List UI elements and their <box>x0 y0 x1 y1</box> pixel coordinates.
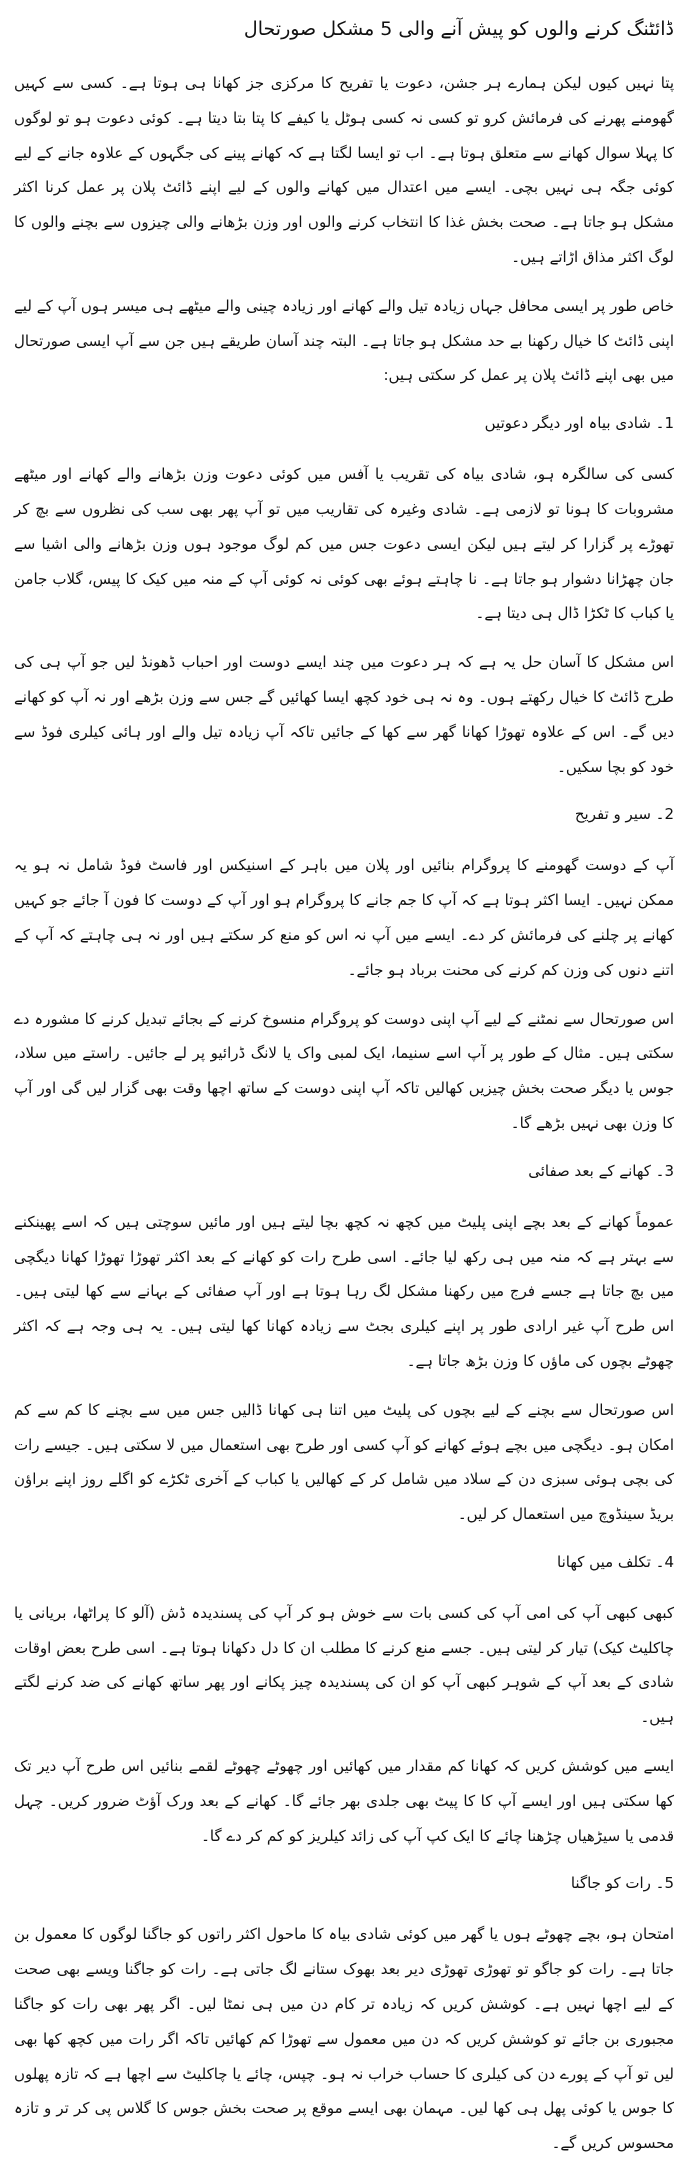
section-heading-late-nights: 5۔ رات کو جاگنا <box>570 1874 674 1893</box>
section-paragraph: ایسے میں کوشش کریں کہ کھانا کم مقدار میں کھائیں اور چھوٹے چھوٹے لقمے بنائیں اس طرح آپ دیر تک کھا سکتی ہیں اور ایسے آپ کا کا پیٹ بھی جلدی بھر جائے گا۔ کھانے کے بعد ورک آؤٹ ضرور کریں۔ چہل قدمی یا سیڑھیاں چڑھنا چائے کا ایک کپ آپ کی زائد کیلریز کو کم کر دے گا۔ <box>14 1757 674 1845</box>
section-heading-cleanup: 3۔ کھانے کے بعد صفائی <box>528 1161 674 1180</box>
section-paragraph: اس مشکل کا آسان حل یہ ہے کہ ہر دعوت میں چند ایسے دوست اور احباب ڈھونڈ لیں جو آپ ہی کی طرح ڈائٹ کا خیال رکھتے ہوں۔ وہ نہ ہی خود کچھ ایسا کھائیں گے جس سے وزن بڑھے اور نہ آپ کو کھانے دیں گے۔ اس کے علاوہ تھوڑا کھانا گھر سے کھا کے جائیں تاکہ آپ زیادہ تیل والے اور ہائی کیلری فوڈ سے خود کو بچا سکیں۔ <box>14 653 674 776</box>
section-paragraph: کسی کی سالگرہ ہو، شادی بیاہ کی تقریب یا آفس میں کوئی دعوت وزن بڑھانے والے کھانے اور میٹھے مشروبات کا ہونا تو لازمی ہے۔ شادی وغیرہ کی تقاریب میں تو آپ پھر بھی سب کی نظروں سے بچ کر تھوڑے پر گزارا کر لیتے ہیں لیکن ایسی دعوت جس میں کم لوگ موجود ہوں وزن بڑھانے والی اشیا سے جان چھڑانا دشوار ہو جاتا ہے۔ نا چاہتے ہوئے بھی کوئی نہ کوئی آپ کے منہ میں کیک کا پیس، گلاب جامن یا کباب کا ٹکڑا ڈال ہی دیتا ہے۔ <box>14 465 674 623</box>
intro-paragraph: خاص طور پر ایسی محافل جہاں زیادہ تیل والے کھانے اور زیادہ چینی والے میٹھے ہی میسر ہوں آپ کے لیے اپنی ڈائٹ کا خیال رکھنا بے حد مشکل ہو جاتا ہے۔ البتہ چند آسان طریقے ہیں جن سے آپ ایسی صورتحال میں بھی اپنے ڈائٹ پلان پر عمل کر سکتی ہیں: <box>14 296 674 385</box>
section-paragraph: اس صورتحال سے نمٹنے کے لیے آپ اپنی دوست کو پروگرام منسوخ کرنے کے بجائے تبدیل کرنے کا مشورہ دے سکتی ہیں۔ مثال کے طور پر آپ اسے سنیما، ایک لمبی واک یا لانگ ڈرائیو پر لے جائیں۔ راستے میں سلاد، جوس یا دیگر صحت بخش چیزیں کھالیں تاکہ آپ اپنی دوست کے ساتھ اچھا وقت بھی گزار لیں گی اور آپ کا وزن بھی نہیں بڑھے گا۔ <box>14 1009 674 1132</box>
section-heading-outings: 2۔ سیر و تفریح <box>574 805 674 824</box>
intro-paragraph: پتا نہیں کیوں لیکن ہمارے ہر جشن، دعوت یا تفریح کا مرکزی جز کھانا ہی ہوتا ہے۔ کسی سے کہیں گھومنے پھرنے کی فرمائش کرو تو کسی نہ کسی ہوٹل یا کیفے کا پتا بتا دیتا ہے۔ کوئی دعوت ہو تو لوگوں کا پہلا سوال کھانے سے متعلق ہوتا ہے۔ اب تو ایسا لگتا ہے کہ کھانے پینے کی جگہوں کے علاوہ جانے کے لیے کوئی جگہ ہی نہیں بچی۔ ایسے میں اعتدال میں کھانے والوں کے لیے اپنے ڈائٹ پلان پر عمل کرنا اکثر مشکل ہو جاتا ہے۔ صحت بخش غذا کا انتخاب کرنے والوں اور وزن بڑھانے والی چیزوں سے بچنے والوں کا لوگ اکثر مذاق اڑاتے ہیں۔ <box>14 74 674 266</box>
section-paragraph: اس صورتحال سے بچنے کے لیے بچوں کی پلیٹ میں اتنا ہی کھانا ڈالیں جس میں سے بچنے کا کم سے کم امکان ہو۔ دیگچی میں بچے ہوئے کھانے کو آپ کسی اور طرح بھی استعمال میں لا سکتی ہیں۔ جیسے رات کی بچی ہوئی سبزی دن کے سلاد میں شامل کر کے کھالیں یا کباب کے آخری ٹکڑے کو اگلے روز اپنے براؤن بریڈ سینڈوچ میں استعمال کر لیں۔ <box>14 1400 674 1524</box>
section-paragraph: کبھی کبھی آپ کی امی آپ کی کسی بات سے خوش ہو کر آپ کی پسندیدہ ڈش (آلو کا پراٹھا، بریانی یا چاکلیٹ کیک) تیار کر لیتی ہیں۔ جسے منع کرنے کا مطلب ان کا دل دکھانا ہوتا ہے۔ اسی طرح بعض اوقات شادی کے بعد آپ کے شوہر کبھی آپ کو ان کی پسندیدہ چیز پکانے اور پھر ساتھ کھانے کی ضد کرنے لگتے ہیں۔ <box>14 1603 674 1727</box>
section-heading-courtesy-eating: 4۔ تکلف میں کھانا <box>557 1552 674 1571</box>
section-paragraph: عموماً کھانے کے بعد بچے اپنی پلیٹ میں کچھ نہ کچھ بچا لیتے ہیں اور مائیں سوچتی ہیں کہ اسے پھینکنے سے بہتر ہے کہ منہ میں ہی رکھ لیا جائے۔ اسی طرح رات کو کھانے کے بعد اکثر تھوڑا تھوڑا کھانا دیگچی میں بچ جاتا ہے جسے فرج میں رکھنا مشکل لگ رہا ہوتا ہے اور آپ صفائی کے بہانے سے کھا لیتی ہیں۔ اس طرح آپ غیر ارادی طور پر اپنے کیلری بجٹ سے زیادہ کھانا کھا لیتی ہیں۔ یہ ہی وجہ ہے کہ اکثر چھوٹے بچوں کی ماؤں کا وزن بڑھ جاتا ہے۔ <box>14 1212 674 1370</box>
section-paragraph: آپ کے دوست گھومنے کا پروگرام بنائیں اور پلان میں باہر کے اسنیکس اور فاسٹ فوڈ شامل نہ ہو یہ ممکن نہیں۔ ایسا اکثر ہوتا ہے کہ آپ کا جم جانے کا پروگرام ہو اور آپ کے دوست کا فون آ جائے جو کہیں کھانے پر چلنے کی فرمائش کر دے۔ ایسے میں آپ نہ اس کو منع کر سکتے ہیں اور نہ ہی چاہتے کہ آپ کے اتنے دنوں کی وزن کم کرنے کی محنت برباد ہو جائے۔ <box>14 856 674 979</box>
section-paragraph: امتحان ہو، بچے چھوٹے ہوں یا گھر میں کوئی شادی بیاہ کا ماحول اکثر راتوں کو جاگنا لوگوں کا معمول بن جاتا ہے۔ رات کو جاگو تو تھوڑی تھوڑی دیر بعد بھوک ستانے لگ جاتی ہے۔ رات کو جاگنا ویسے بھی صحت کے لیے اچھا نہیں ہے۔ کوشش کریں کہ زیادہ تر کام دن میں ہی نمٹا لیں۔ اگر پھر بھی رات کو جاگنا مجبوری بن جائے تو کوشش کریں کہ دن میں معمول سے تھوڑا کم کھائیں تاکہ اگر رات میں کچھ کھا بھی لیں تو آپ کے پورے دن کی کیلری کا حساب خراب نہ ہو۔ چپس، چائے یا چاکلیٹ سے اچھا ہے کہ تازہ پھلوں کا جوس یا کوئی پھل ہی کھا لیں۔ مہمان بھی ایسے موقع پر صحت بخش جوس کا گلاس پی کر تر و تازہ محسوس کریں گے۔ <box>14 1925 674 2153</box>
article-title: ڈائٹنگ کرنے والوں کو پیش آنے والی 5 مشکل صورتحال <box>243 18 674 40</box>
section-heading-weddings: 1۔ شادی بیاہ اور دیگر دعوتیں <box>484 414 674 433</box>
